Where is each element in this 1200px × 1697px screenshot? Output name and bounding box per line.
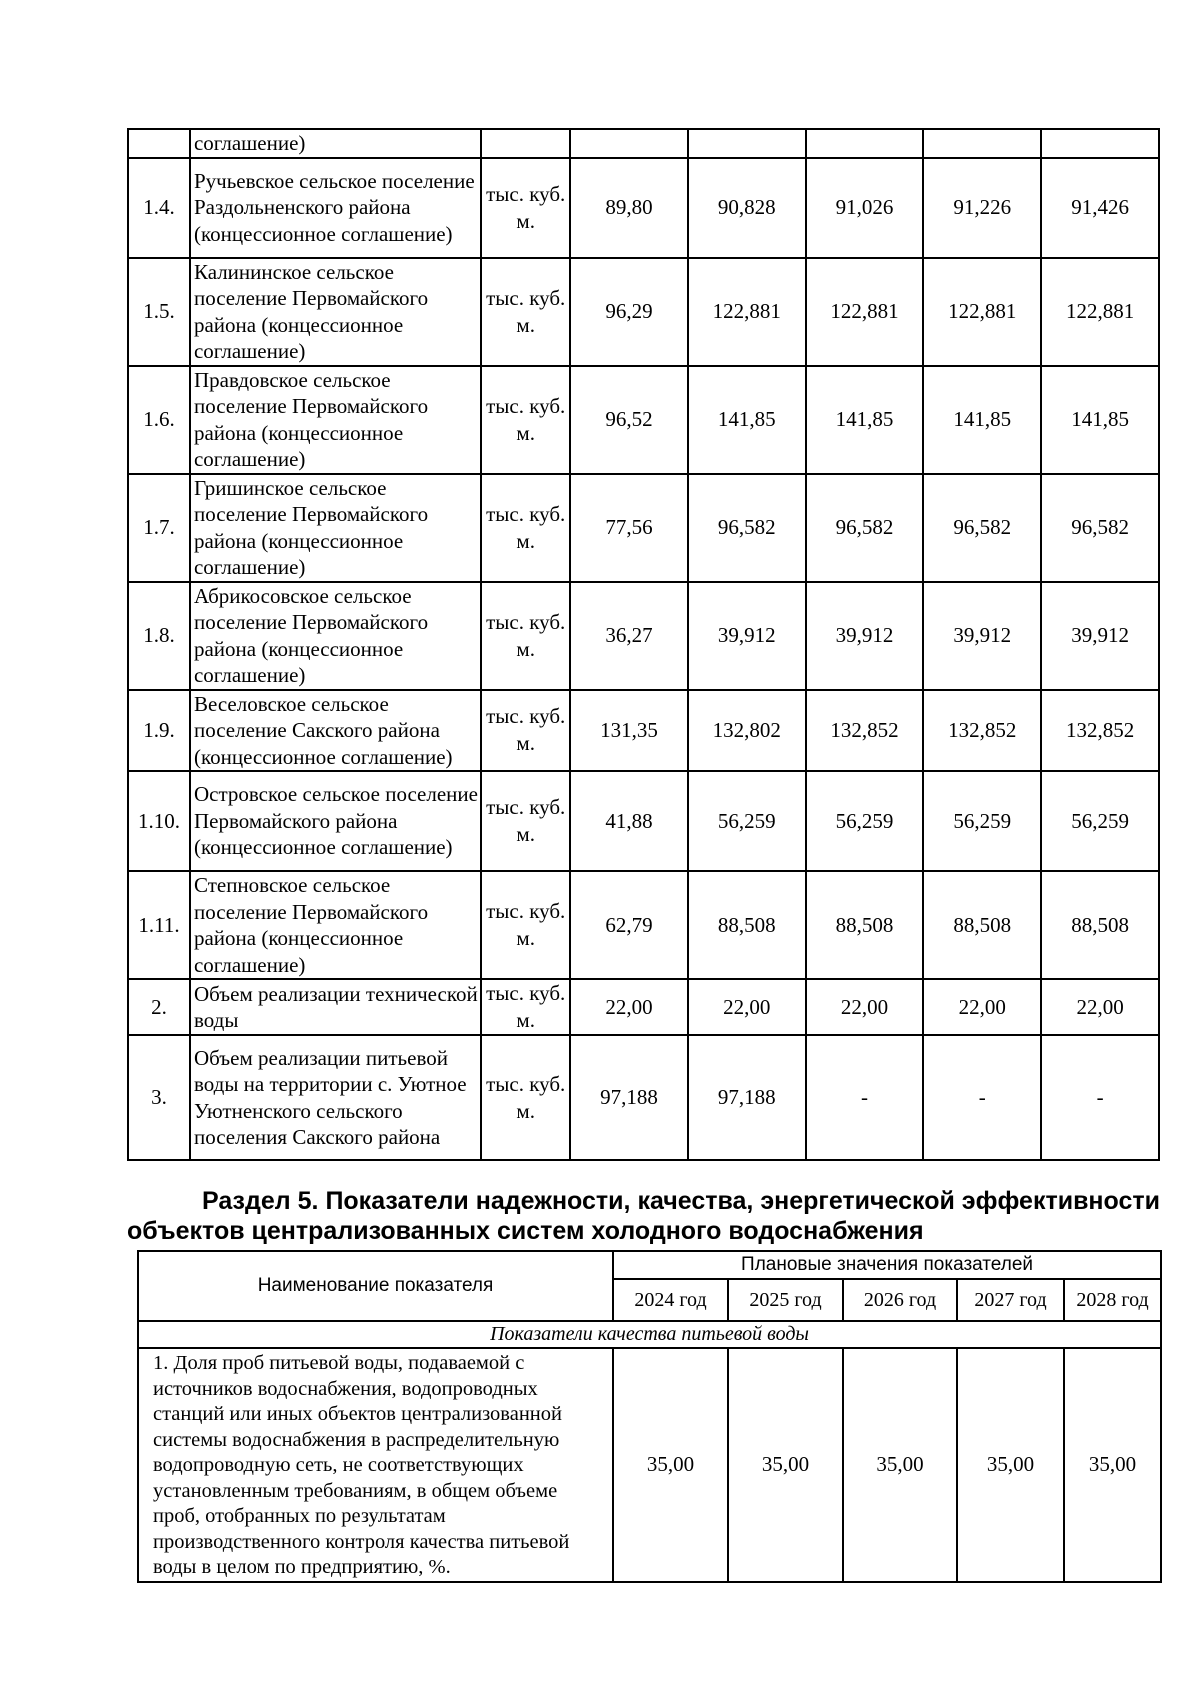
row-name: Ручьевское сельское поселение Раздольненского района (концессионное соглашение) [190,158,481,258]
row-value: 88,508 [806,871,924,979]
row-unit: тыс. куб. м. [481,366,570,474]
row-value: 56,259 [688,771,806,871]
row-number: 1.8. [128,582,190,690]
row-value: - [1041,1035,1159,1160]
row-value: 97,188 [570,1035,688,1160]
year-header: 2025 год [728,1279,843,1321]
row-value [923,129,1041,158]
row-value: 96,582 [923,474,1041,582]
row-unit: тыс. куб. м. [481,158,570,258]
row-value: 88,508 [1041,871,1159,979]
row-unit [481,129,570,158]
row-value: 91,426 [1041,158,1159,258]
table-row [128,979,1159,1035]
row-unit: тыс. куб. м. [481,258,570,366]
row-name: Правдовское сельское поселение Первомайского района (концессионное соглашение) [190,366,481,474]
year-header: 2024 год [613,1279,728,1321]
section-5-heading [127,1185,1160,1247]
row-value: 77,56 [570,474,688,582]
row-number: 1.11. [128,871,190,979]
section-row [138,1321,1161,1348]
row-unit: тыс. куб. м. [481,979,570,1035]
row-number: 1.9. [128,690,190,772]
table-row [128,771,1159,871]
row-value: 56,259 [1041,771,1159,871]
row-value: 131,35 [570,690,688,772]
row-value [570,129,688,158]
table-row [128,129,1159,158]
row-value: 88,508 [923,871,1041,979]
row-value: 141,85 [688,366,806,474]
year-header: 2027 год [957,1279,1064,1321]
row-value [688,129,806,158]
row-value: 39,912 [923,582,1041,690]
row-value: - [806,1035,924,1160]
indicators-header-row [138,1251,1161,1279]
row-value: 91,026 [806,158,924,258]
indicator-value: 35,00 [728,1348,843,1582]
year-header: 2028 год [1064,1279,1161,1321]
section-5-heading-line1: Раздел 5. Показатели надежности, качества, энергетической эффективности [202,1187,1160,1215]
row-value: 22,00 [923,979,1041,1035]
row-number: 2. [128,979,190,1035]
row-value: 56,259 [806,771,924,871]
row-value: - [923,1035,1041,1160]
row-value: 96,52 [570,366,688,474]
row-name: Калининское сельское поселение Первомайского района (концессионное соглашение) [190,258,481,366]
row-value: 132,802 [688,690,806,772]
row-value: 97,188 [688,1035,806,1160]
volume-table [127,128,1160,1161]
indicator-value: 35,00 [843,1348,957,1582]
row-value: 39,912 [688,582,806,690]
table-row [128,258,1159,366]
row-name: Степновское сельское поселение Первомайского района (концессионное соглашение) [190,871,481,979]
row-value: 141,85 [806,366,924,474]
row-unit: тыс. куб. м. [481,474,570,582]
indicator-value: 35,00 [613,1348,728,1582]
indicators-table [137,1250,1162,1583]
table-row [128,158,1159,258]
table-row [128,366,1159,474]
row-number: 1.4. [128,158,190,258]
year-header: 2026 год [843,1279,957,1321]
row-number: 1.10. [128,771,190,871]
row-value [1041,129,1159,158]
row-unit: тыс. куб. м. [481,771,570,871]
table-row [128,1035,1159,1160]
row-name: Абрикосовское сельское поселение Первомайского района (концессионное соглашение) [190,582,481,690]
row-value: 141,85 [1041,366,1159,474]
indicator-value: 35,00 [957,1348,1064,1582]
table-row [128,582,1159,690]
row-value: 39,912 [806,582,924,690]
row-value: 90,828 [688,158,806,258]
row-value: 132,852 [806,690,924,772]
row-number: 1.5. [128,258,190,366]
row-value: 22,00 [570,979,688,1035]
row-value: 22,00 [806,979,924,1035]
row-value: 22,00 [1041,979,1159,1035]
indicator-name-header: Наименование показателя [138,1251,613,1321]
row-unit: тыс. куб. м. [481,690,570,772]
row-value: 91,226 [923,158,1041,258]
row-value: 122,881 [806,258,924,366]
row-unit: тыс. куб. м. [481,1035,570,1160]
section-5-heading-line2: объектов централизованных систем холодного водоснабжения [127,1217,924,1245]
row-value: 88,508 [688,871,806,979]
section-title: Показатели качества питьевой воды [138,1321,1161,1348]
row-value: 62,79 [570,871,688,979]
row-number: 1.7. [128,474,190,582]
row-value: 96,582 [806,474,924,582]
row-name: Объем реализации питьевой воды на территории с. Уютное Уютненского сельского поселения Сакского района [190,1035,481,1160]
row-value: 39,912 [1041,582,1159,690]
row-value: 141,85 [923,366,1041,474]
row-value: 122,881 [923,258,1041,366]
row-name: Гришинское сельское поселение Первомайского района (концессионное соглашение) [190,474,481,582]
row-value: 89,80 [570,158,688,258]
row-value: 122,881 [1041,258,1159,366]
table-row [128,690,1159,772]
row-number: 1.6. [128,366,190,474]
row-value: 96,29 [570,258,688,366]
row-value [806,129,924,158]
row-name: Объем реализации технической воды [190,979,481,1035]
row-unit: тыс. куб. м. [481,582,570,690]
row-value: 122,881 [688,258,806,366]
row-value: 56,259 [923,771,1041,871]
row-number: 3. [128,1035,190,1160]
row-unit: тыс. куб. м. [481,871,570,979]
row-value: 132,852 [1041,690,1159,772]
indicator-row [138,1348,1161,1582]
row-name: Островское сельское поселение Первомайского района (концессионное соглашение) [190,771,481,871]
indicator-name: 1. Доля проб питьевой воды, подаваемой с источников водоснабжения, водопроводных станций или иных объектов централизованной системы водоснабжения в распределительную водопроводную сеть, не соответствующих установленным требованиям, в общем объеме проб, отобранных по результатам производственного контроля качества питьевой воды в целом по предприятию, %. [138,1348,613,1582]
row-value: 36,27 [570,582,688,690]
row-value: 22,00 [688,979,806,1035]
table-row [128,871,1159,979]
row-value: 132,852 [923,690,1041,772]
row-name: соглашение) [190,129,481,158]
table-row [128,474,1159,582]
indicator-value: 35,00 [1064,1348,1161,1582]
row-number [128,129,190,158]
row-value: 96,582 [1041,474,1159,582]
row-name: Веселовское сельское поселение Сакского района (концессионное соглашение) [190,690,481,772]
row-value: 41,88 [570,771,688,871]
row-value: 96,582 [688,474,806,582]
planned-values-header: Плановые значения показателей [613,1251,1161,1279]
